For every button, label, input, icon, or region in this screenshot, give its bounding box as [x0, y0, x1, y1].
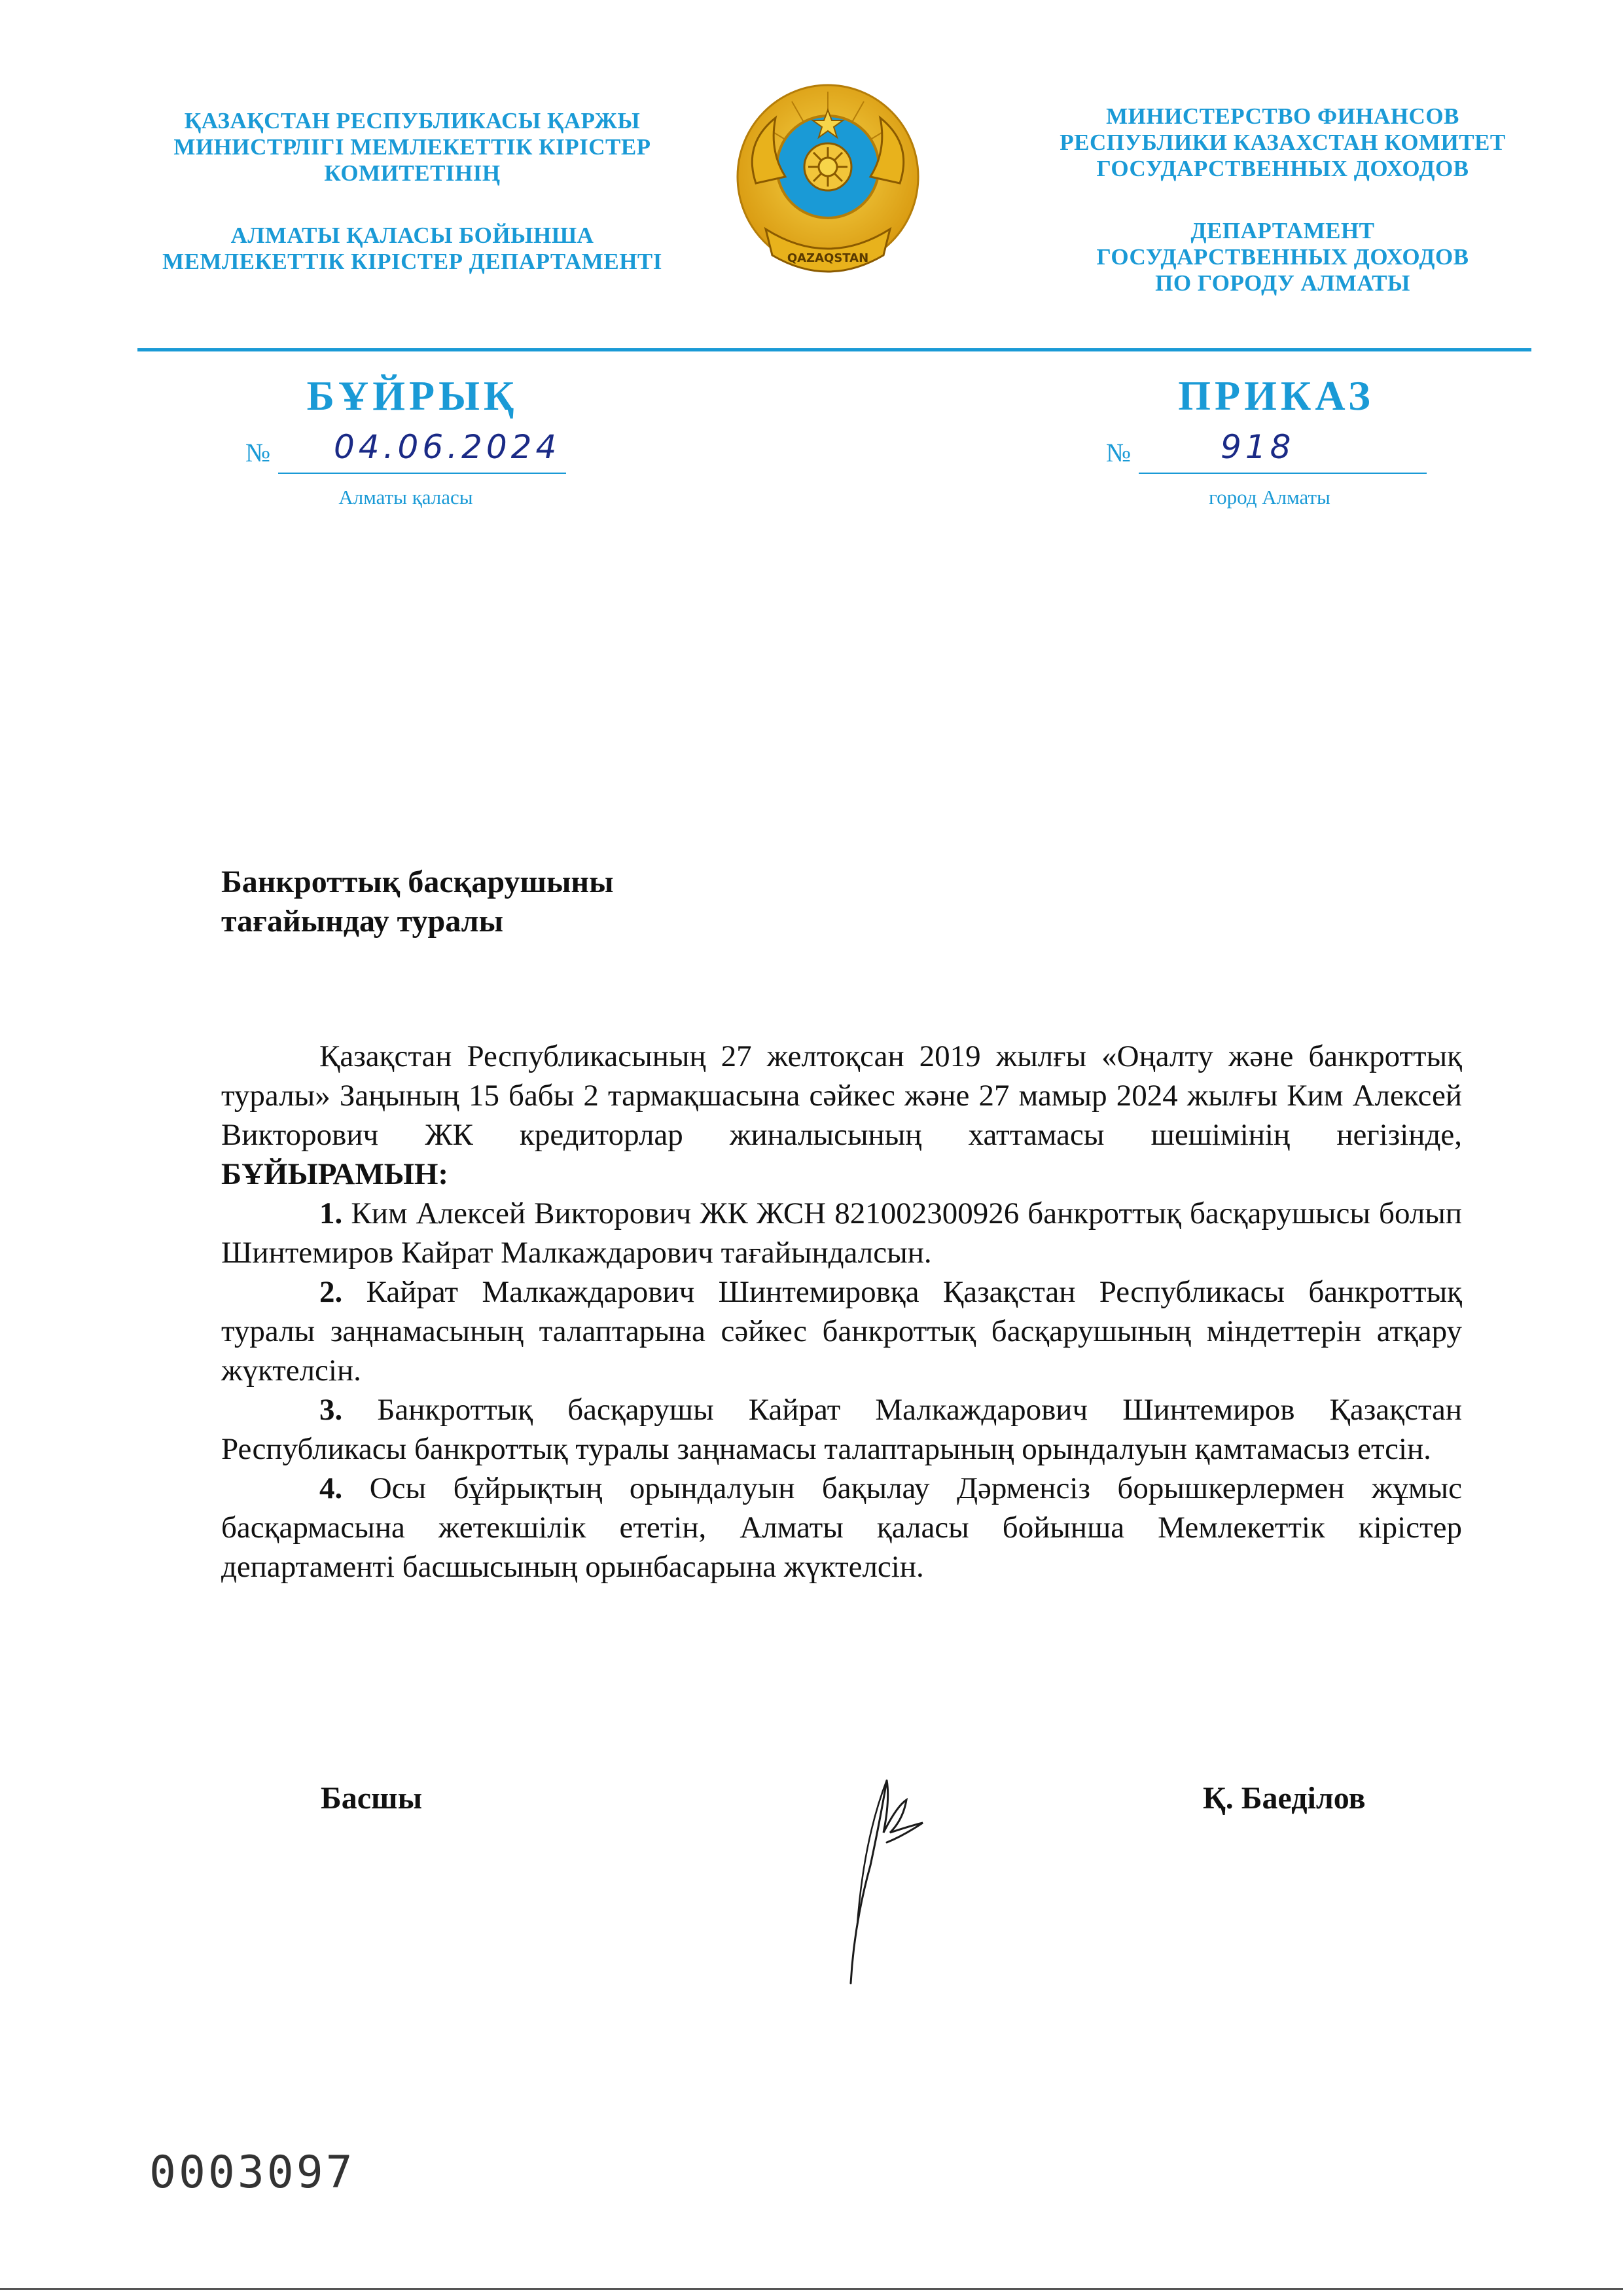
header-right-ru [1011, 103, 1554, 296]
document-title [221, 863, 810, 941]
page-bottom-edge [0, 2288, 1623, 2290]
header-right-department-line: ГОСУДАРСТВЕННЫХ ДОХОДОВ [1096, 244, 1469, 270]
header-right-ministry-line: МИНИСТЕРСТВО ФИНАНСОВ [1106, 103, 1459, 129]
header-right-department-line: ПО ГОРОДУ АЛМАТЫ [1155, 270, 1410, 296]
order-item [221, 1272, 1462, 1390]
order-word: БҰЙЫРАМЫН: [221, 1157, 449, 1191]
header-divider [137, 348, 1531, 351]
emblem-inscription: QAZAQSTAN [787, 251, 869, 265]
header-left-kz [124, 108, 700, 275]
doc-type-kz: БҰЙРЫҚ [306, 372, 518, 419]
header-left-ministry-line: КОМИТЕТІНІҢ [324, 160, 501, 186]
city-ru: город Алматы [1209, 486, 1330, 509]
handwritten-signature [825, 1761, 955, 1996]
order-item-number: 1. [319, 1196, 343, 1230]
number-sign: № [1106, 438, 1132, 467]
preamble-paragraph [221, 1037, 1462, 1194]
doc-number-row [1106, 437, 1131, 468]
state-emblem-icon [730, 72, 926, 301]
doc-type-ru: ПРИКАЗ [1178, 372, 1374, 419]
city-kz: Алматы қаласы [338, 486, 473, 509]
title-line: тағайындау туралы [221, 904, 504, 939]
order-item-text: Банкроттық басқарушы Кайрат Малкаждарович Шинтемиров Қазақстан Республикасы банкроттық туралы заңнамасы талаптарының орындалуын қамтамасыз етсін. [221, 1393, 1462, 1466]
signatory-position: Басшы [321, 1781, 423, 1816]
header-left-ministry-line: МИНИСТРЛІГІ МЕМЛЕКЕТТІК КІРІСТЕР [173, 134, 651, 160]
preamble-text: Қазақстан Республикасының 27 желтоқсан 2019 жылғы «Оңалту және банкроттық туралы» Заңының 15 бабы 2 тармақшасына сәйкес және 27 мамыр 2024 жылғы Ким Алексей Викторович ЖК кредиторлар жиналысының хаттамасы шешімінің негізінде, [221, 1039, 1462, 1152]
doc-date-row [245, 437, 270, 468]
header-right-ministry-line: ГОСУДАРСТВЕННЫХ ДОХОДОВ [1096, 156, 1469, 181]
order-item-number: 3. [319, 1393, 343, 1427]
order-item-text: Кайрат Малкаждарович Шинтемировқа Қазақстан Республикасы банкроттық туралы заңнамасының талаптарына сәйкес банкроттық басқарушының міндеттерін атқару жүктелсін. [221, 1275, 1463, 1388]
order-item-number: 4. [319, 1471, 343, 1505]
header-left-department-line: АЛМАТЫ ҚАЛАСЫ БОЙЫНША [230, 223, 594, 248]
serial-number: 0003097 [149, 2147, 355, 2198]
date-line [278, 427, 566, 474]
handwritten-date: 04.06.2024 [334, 428, 561, 466]
order-item [221, 1194, 1462, 1272]
title-line: Банкроттық басқарушыны [221, 865, 614, 899]
number-sign: № [245, 438, 271, 467]
order-item-text: Осы бұйрықтың орындалуын бақылау Дәрменсіз борышкерлермен жұмыс басқармасына жетекшілік ететін, Алматы қаласы бойынша Мемлекеттік кірістер департаменті басшысының орынбасарына жүктелсін. [221, 1471, 1462, 1584]
header-right-department-line: ДЕПАРТАМЕНТ [1190, 218, 1375, 243]
number-line [1139, 427, 1427, 474]
header-left-ministry-line: ҚАЗАҚСТАН РЕСПУБЛИКАСЫ ҚАРЖЫ [184, 108, 641, 134]
header-right-ministry-line: РЕСПУБЛИКИ КАЗАХСТАН КОМИТЕТ [1060, 130, 1506, 155]
handwritten-number: 918 [1221, 428, 1295, 466]
order-item-text: Ким Алексей Викторович ЖК ЖСН 821002300926 банкроттық басқарушысы болып Шинтемиров Кайрат Малкаждарович тағайындалсын. [221, 1196, 1463, 1270]
document-body [221, 1037, 1462, 1587]
signatory-name: Қ. Баеділов [1203, 1781, 1366, 1816]
header-left-department-line: МЕМЛЕКЕТТІК КІРІСТЕР ДЕПАРТАМЕНТІ [162, 249, 662, 274]
order-item [221, 1469, 1462, 1587]
order-item-number: 2. [319, 1275, 343, 1309]
order-item [221, 1390, 1462, 1469]
